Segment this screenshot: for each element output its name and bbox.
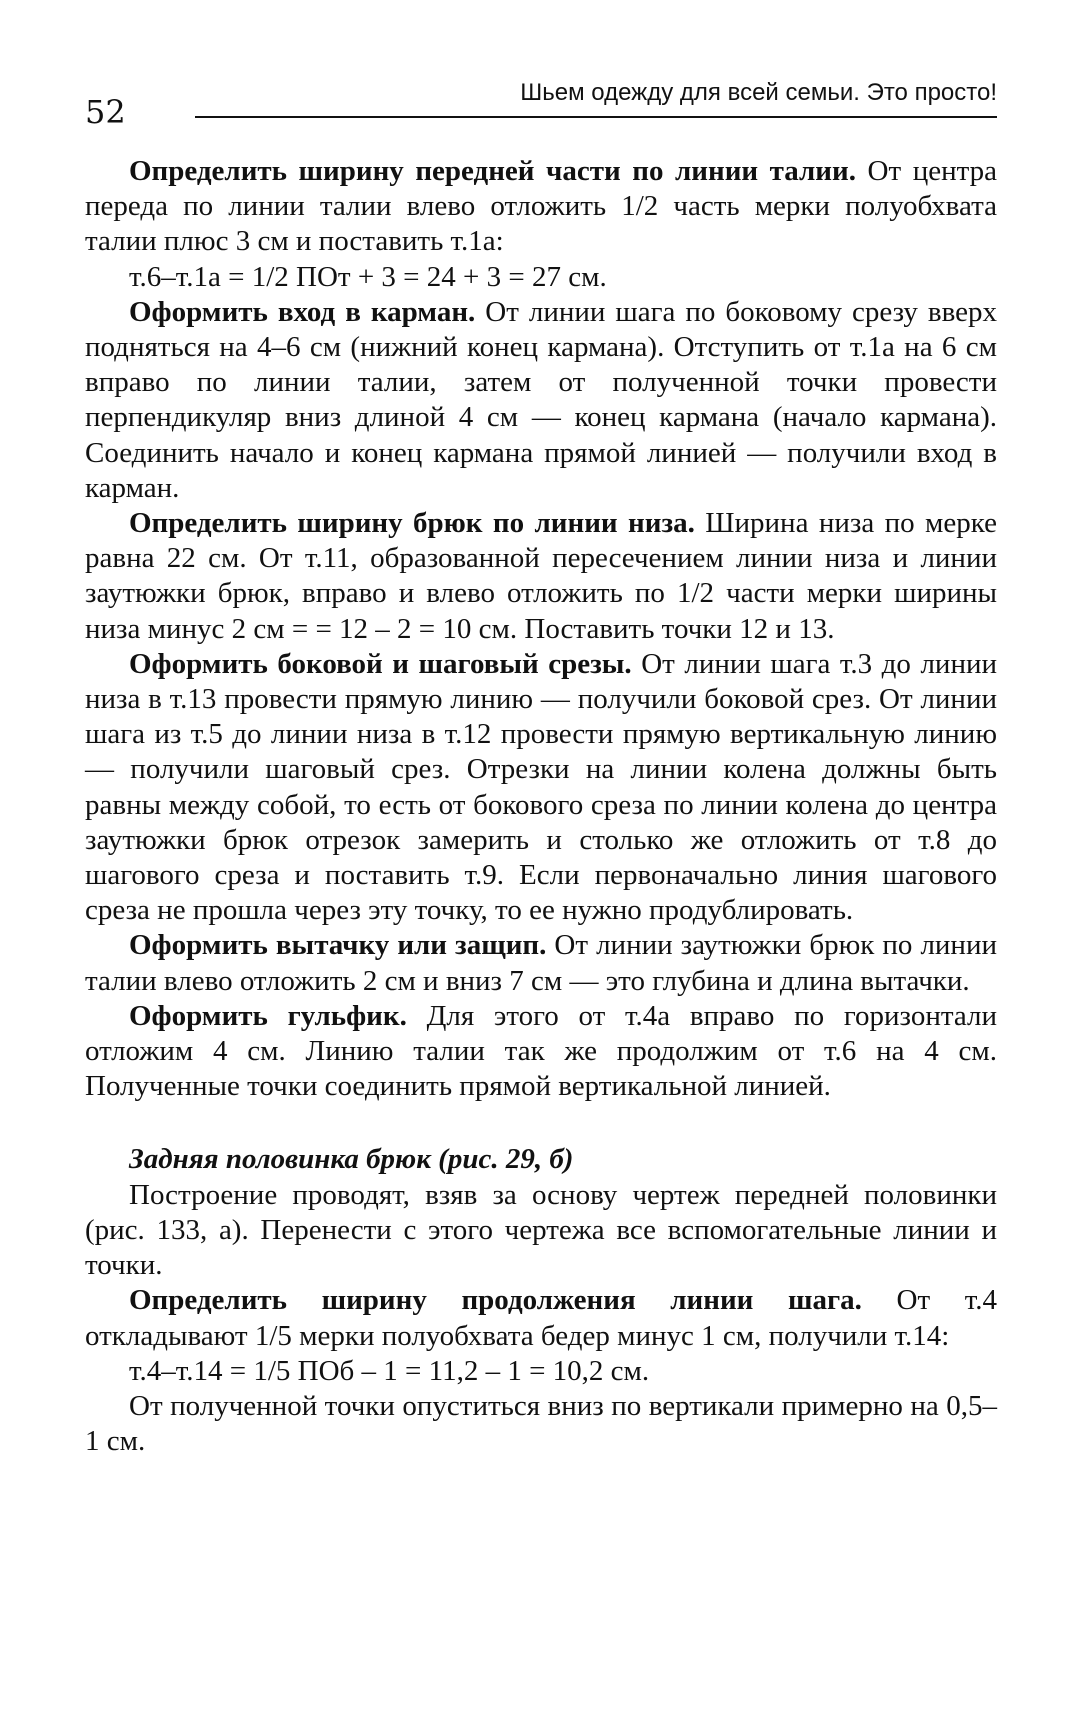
page-header	[85, 72, 997, 132]
paragraph-text: От центра переда по линии талии влево отложить 1/2 часть мерки полуобхвата талии плюс 3 см и поставить т.1а:	[85, 155, 998, 258]
paragraph-lead: Оформить вытачку или защип.	[129, 929, 547, 962]
paragraph-seams	[85, 647, 997, 929]
paragraph-fly	[85, 999, 997, 1105]
paragraph-lead: Определить ширину передней части по линии талии.	[129, 155, 856, 187]
paragraph-lead: Оформить боковой и шаговый срезы.	[129, 647, 632, 680]
paragraph-lead: Оформить гульфик.	[129, 999, 407, 1032]
paragraph-waist-width	[85, 154, 997, 260]
formula-crotch: т.4–т.14 = 1/5 ПОб – 1 = 11,2 – 1 = 10,2 см.	[129, 1354, 650, 1387]
section-heading-back-half: Задняя половинка брюк (рис. 29, б)	[129, 1143, 574, 1176]
paragraph-text: От линии заутюжки брюк по линии талии влево отложить 2 см и вниз 7 см — это глубина и длина вытачки.	[85, 929, 997, 997]
body-text	[85, 154, 997, 1459]
book-page	[85, 72, 997, 1459]
paragraph-text: От линии шага по боковому срезу вверх подняться на 4–6 см (нижний конец кармана). Отступить от т.1а на 6 см вправо по линии талии, затем от полученной точки провести перпендикуляр вниз длиной 4 см — конец кармана (начало кармана). Соединить начало и конец кармана прямой линией — получили вход в карман.	[85, 295, 997, 504]
paragraph-dart	[85, 928, 997, 998]
formula-waist: т.6–т.1а = 1/2 ПОт + 3 = 24 + 3 = 27 см.	[129, 260, 607, 293]
header-rule	[195, 116, 997, 118]
paragraph-text: Для этого от т.4а вправо по горизонтали отложим 4 см. Линию талии так же продолжим от т.6 на 4 см. Полученные точки соединить прямой вертикальной линией.	[85, 999, 998, 1103]
paragraph-back-intro: Построение проводят, взяв за основу чертеж передней половинки (рис. 133, а). Перенести с этого чертежа все вспомогательные линии и точки.	[85, 1178, 997, 1282]
paragraph-text: Ширина низа по мерке равна 22 см. От т.11, образованной пересечением линии низа и линии заутюжки брюк, вправо и влево отложить по 1/2 части мерки ширины низа минус 2 см = = 12 – 2 = 10 см. Поставить точки 12 и 13.	[85, 507, 997, 645]
page-number: 52	[85, 93, 126, 131]
paragraph-lead: Определить ширину брюк по линии низа.	[129, 507, 695, 540]
paragraph-text: От т.4 откладывают 1/5 мерки полуобхвата бедер минус 1 см, получили т.14:	[85, 1284, 998, 1352]
paragraph-crotch-extension	[85, 1283, 997, 1353]
paragraph-lowering: От полученной точки опуститься вниз по вертикали примерно на 0,5–1 см.	[85, 1389, 997, 1458]
paragraph-text: От линии шага т.3 до линии низа в т.13 провести прямую линию — получили боковой срез. От линии шага из т.5 до линии низа в т.12 провести прямую вертикальную линию — получили шаговый срез. Отрезки на линии колена должны быть равны между собой, то есть от бокового среза по линии колена до центра заутюжки брюк отрезок замерить и столько же отложить от т.8 до шагового среза и поставить т.9. Если первоначально линия шагового среза не прошла через эту точку, то ее нужно продублировать.	[85, 647, 998, 927]
paragraph-lead: Определить ширину продолжения линии шага.	[129, 1284, 862, 1317]
paragraph-hem-width	[85, 506, 997, 647]
paragraph-pocket	[85, 295, 997, 506]
running-title: Шьем одежду для всей семьи. Это просто!	[520, 79, 997, 106]
paragraph-lead: Оформить вход в карман.	[129, 295, 476, 328]
